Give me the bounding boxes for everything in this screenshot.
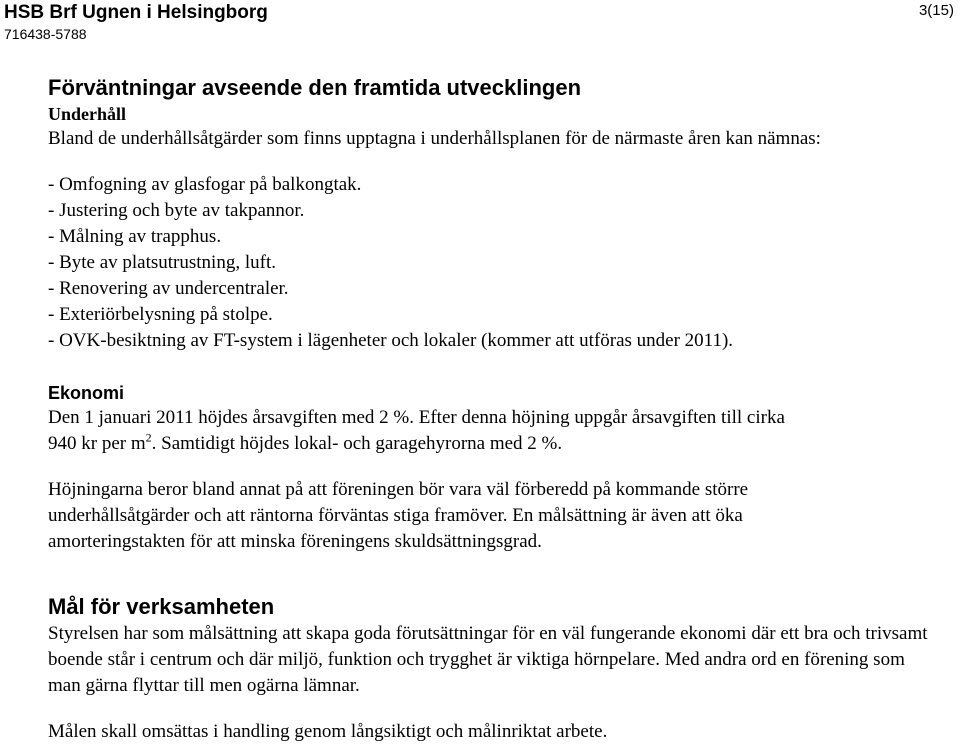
page-number: 3(15): [918, 2, 954, 19]
section-title-forvantningar: Förväntningar avseende den framtida utvecklingen: [48, 75, 582, 100]
mal-paragraph-2: Målen skall omsättas i handling genom långsiktigt och målinriktat arbete.: [48, 721, 608, 742]
ekonomi-paragraph-2: Höjningarna beror bland annat på att föreningen bör vara väl förberedd på kommande större underhållsåtgärder och att räntorna förväntas stiga framöver. En målsättning är även att öka amorteringstakten för att minska föreningens skuldsättningsgrad.: [48, 479, 749, 552]
underhall-intro: Bland de underhållsåtgärder som finns upptagna i underhållsplanen för de närmaste åren kan nämnas:: [48, 128, 821, 149]
underhall-list: [48, 172, 948, 354]
underhall-list-item: - Omfogning av glasfogar på balkongtak.: [48, 174, 362, 195]
ekonomi-p1-sup: 2: [145, 430, 152, 445]
underhall-list-item: - Renovering av undercentraler.: [48, 278, 289, 299]
organization-name: HSB Brf Ugnen i Helsingborg: [4, 2, 268, 23]
ekonomi-p1-line1: Den 1 januari 2011 höjdes årsavgiften med 2 %. Efter denna höjning uppgår årsavgiften till cirka: [48, 407, 785, 428]
subheading-ekonomi: Ekonomi: [48, 383, 125, 403]
underhall-list-item: - Målning av trapphus.: [48, 226, 222, 247]
document-body: [48, 74, 948, 745]
underhall-list-item: - Justering och byte av takpannor.: [48, 200, 305, 221]
underhall-list-item: - Exteriörbelysning på stolpe.: [48, 304, 273, 325]
ekonomi-p1-line2a: 940 kr per m: [48, 433, 146, 454]
ekonomi-p1-line2b: . Samtidigt höjdes lokal- och garagehyrorna med 2 %.: [151, 433, 563, 454]
underhall-list-item: - OVK-besiktning av FT-system i lägenheter och lokaler (kommer att utföras under 2011).: [48, 330, 734, 351]
mal-paragraph-1: Styrelsen har som målsättning att skapa goda förutsättningar för en väl fungerande ekonomi där ett bra och trivsamt boende står i centrum och där miljö, funktion och trygghet är viktiga hörnpelare. Med andra ord en förening som man gärna flyttar till men ogärna lämnar.: [48, 623, 928, 696]
section-title-mal: Mål för verksamheten: [48, 594, 275, 619]
organization-number: 716438-5788: [4, 26, 87, 42]
ekonomi-paragraph-1: [48, 405, 948, 457]
subheading-underhall: Underhåll: [48, 104, 127, 124]
underhall-list-item: - Byte av platsutrustning, luft.: [48, 252, 276, 273]
